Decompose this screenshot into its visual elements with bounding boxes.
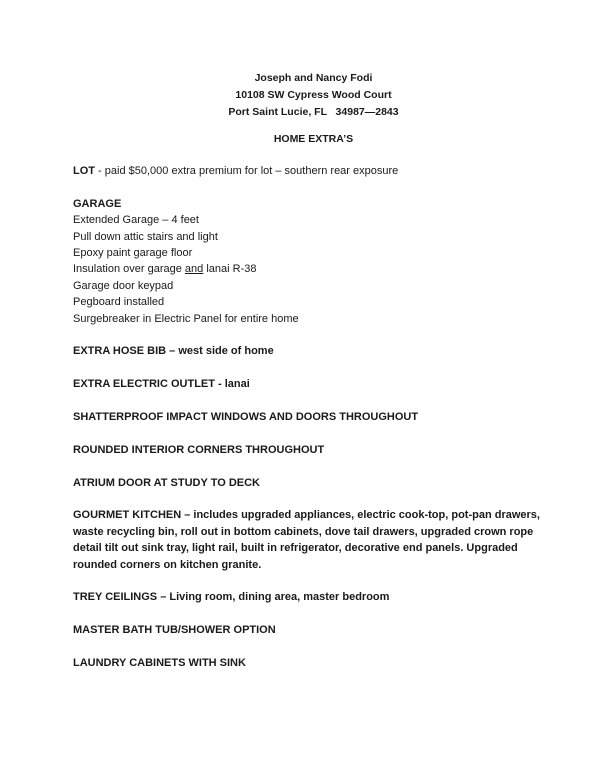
list-item: Surgebreaker in Electric Panel for entire home — [73, 312, 299, 325]
list-item: Pull down attic stairs and light — [73, 230, 218, 243]
impact-windows-heading: SHATTERPROOF IMPACT WINDOWS AND DOORS THROUGHOUT — [73, 411, 419, 424]
document-body — [73, 163, 540, 671]
list-item: Epoxy paint garage floor — [73, 247, 193, 260]
document-title: HOME EXTRA’S — [273, 133, 354, 145]
owner-names: Joseph and Nancy Fodi — [254, 72, 373, 84]
lot-label: LOT — [73, 165, 95, 177]
kitchen-line: detail tilt out sink tray, light rail, built in refrigerator, decorative end panels. Upgraded — [73, 542, 518, 555]
list-item: Garage door keypad — [73, 279, 174, 292]
kitchen-line: waste recycling bin, roll out in bottom cabinets, dove tail drawers, upgraded crown rope — [73, 525, 534, 538]
list-item: Pegboard installed — [73, 296, 165, 309]
master-bath-heading: MASTER BATH TUB/SHOWER OPTION — [73, 624, 276, 637]
insulation-and-underlined: and — [184, 263, 204, 276]
lot-text: - paid $50,000 extra premium for lot – southern rear exposure — [95, 165, 399, 177]
lot-section — [73, 163, 513, 179]
hose-bib-heading: EXTRA HOSE BIB – west side of home — [73, 345, 274, 358]
street-address: 10108 SW Cypress Wood Court — [235, 89, 392, 101]
insulation-text-end: lanai R-38 — [203, 263, 257, 276]
city-state-zip: Port Saint Lucie, FL 34987—2843 — [228, 106, 399, 118]
trey-ceilings-heading: TREY CEILINGS – Living room, dining area, master bedroom — [73, 591, 390, 604]
owner-address-block — [0, 70, 593, 121]
garage-label: GARAGE — [73, 197, 122, 210]
electric-outlet-heading: EXTRA ELECTRIC OUTLET - lanai — [73, 378, 250, 391]
list-item — [73, 261, 513, 277]
atrium-door-heading: ATRIUM DOOR AT STUDY TO DECK — [73, 476, 260, 489]
kitchen-line: rounded corners on kitchen granite. — [73, 558, 262, 571]
rounded-corners-heading: ROUNDED INTERIOR CORNERS THROUGHOUT — [73, 443, 325, 456]
gourmet-kitchen-paragraph — [73, 507, 540, 573]
garage-section — [73, 196, 513, 327]
kitchen-line: GOURMET KITCHEN – includes upgraded appliances, electric cook-top, pot-pan drawers, — [73, 509, 540, 522]
insulation-text-start: Insulation over garage — [73, 263, 185, 276]
laundry-cabinets-heading: LAUNDRY CABINETS WITH SINK — [73, 657, 246, 670]
list-item: Extended Garage – 4 feet — [73, 214, 199, 227]
